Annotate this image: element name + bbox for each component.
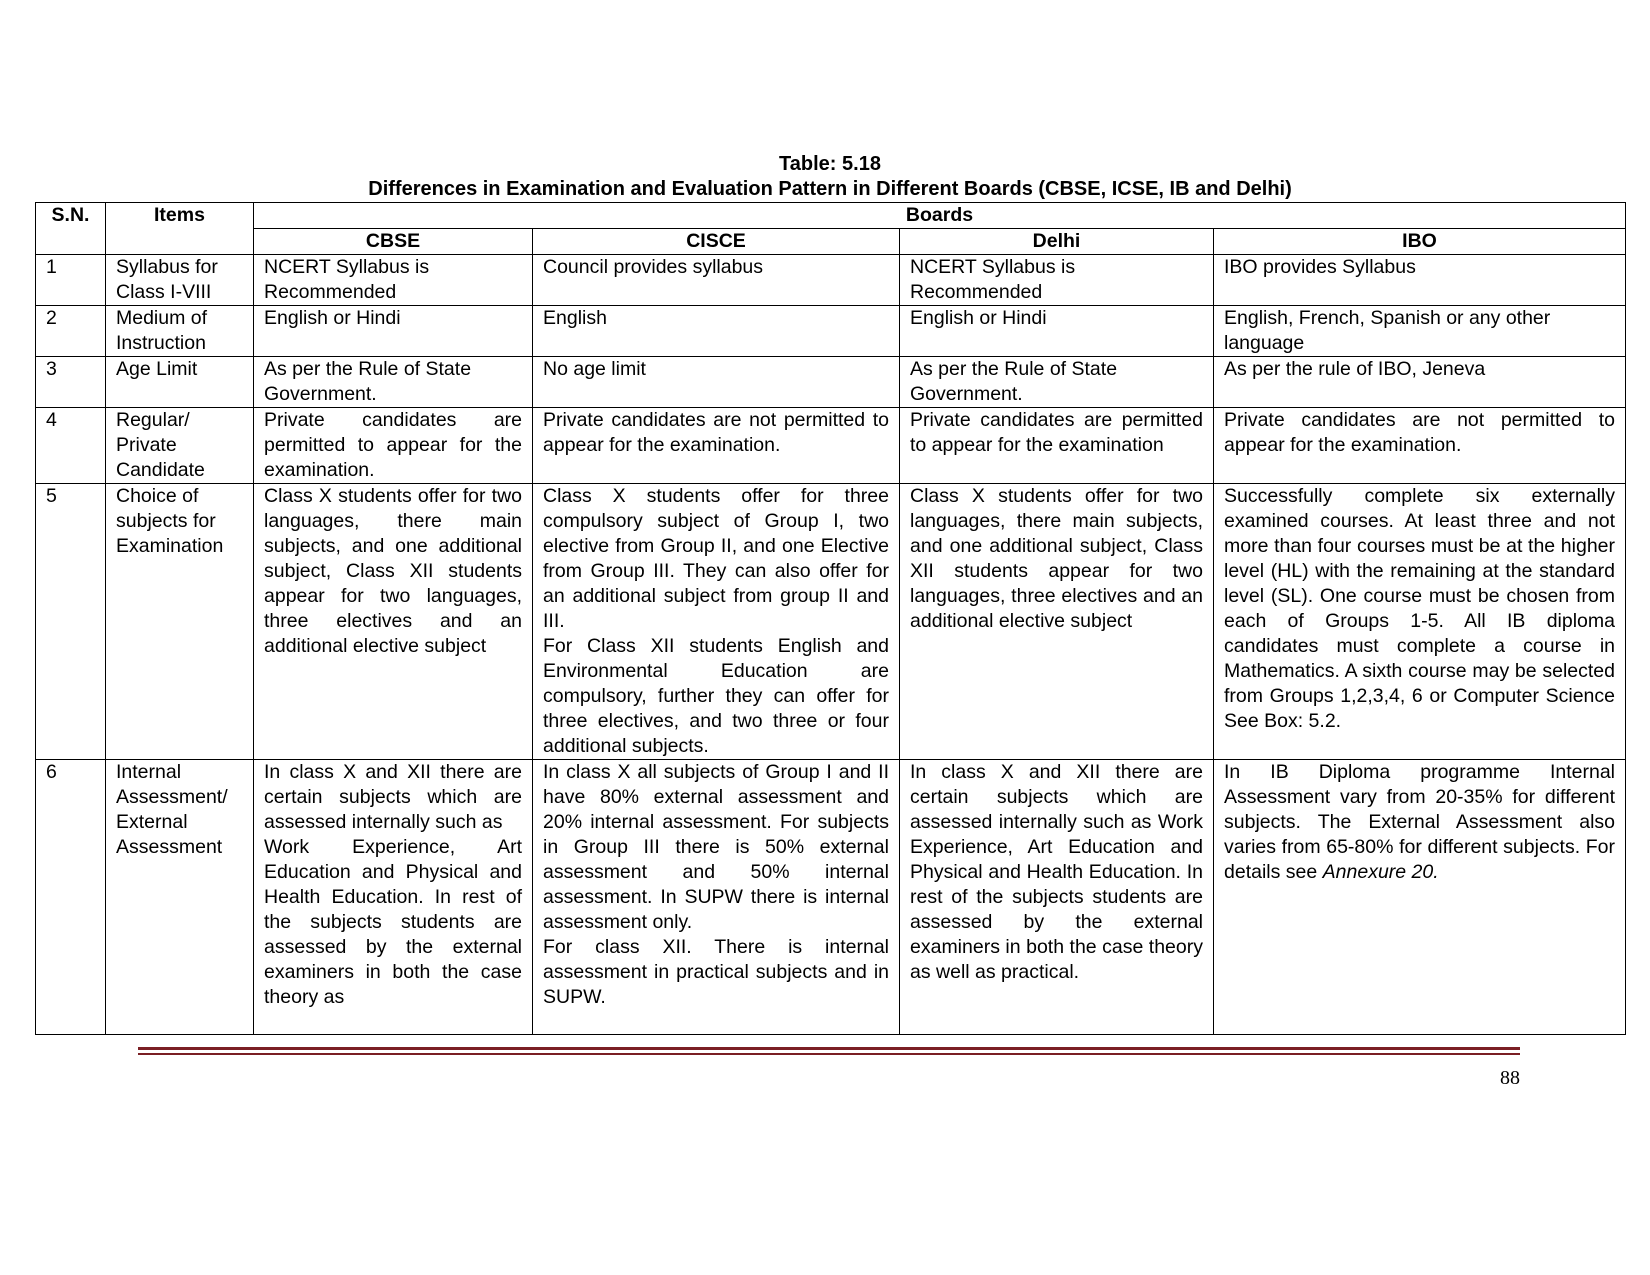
- cell-cbse: Class X students offer for two languages, there main subjects, and one additional subject, Class XII students appear for two languages, three electives and an additional elective subject: [254, 484, 533, 760]
- delhi-assessment-text: In class X and XII there are certain subjects which are assessed internally such as: [910, 761, 1203, 833]
- header-row-boards: [36, 229, 1626, 255]
- cell-delhi: English or Hindi: [900, 306, 1214, 357]
- cell-item: Internal Assessment/ External Assessment: [106, 760, 254, 1035]
- cell-delhi: [900, 760, 1214, 1035]
- cell-cbse: As per the Rule of State Government.: [254, 357, 533, 408]
- page-number: 88: [1500, 1067, 1520, 1089]
- annexure-reference: Annexure 20.: [1322, 861, 1439, 883]
- footer-rule-top: [138, 1047, 1520, 1050]
- table-row: [36, 357, 1626, 408]
- cell-ibo: As per the rule of IBO, Jeneva: [1214, 357, 1626, 408]
- cell-item: Medium of Instruction: [106, 306, 254, 357]
- cell-sn: 1: [36, 255, 106, 306]
- header-cisce: CISCE: [533, 229, 900, 255]
- cisce-class-xii-text: For class XII. There is internal assessment in practical subjects and in SUPW.: [543, 936, 889, 1008]
- table-row: [36, 255, 1626, 306]
- cisce-class-x-text: In class X all subjects of Group I and II have 80% external assessment and 20% internal assessment. For subjects in Group III there is 50% external assessment and 50% internal assessment. In SUPW there is internal assessment only.: [543, 761, 889, 933]
- delhi-assessment-text-continued: Work Experience, Art Education and Physical and Health Education. In rest of the subjects students are assessed by the external examiners in both the case theory as well as practical.: [910, 811, 1203, 983]
- cell-sn: 6: [36, 760, 106, 1035]
- table-row: [36, 306, 1626, 357]
- header-delhi: Delhi: [900, 229, 1214, 255]
- table-number: Table: 5.18: [779, 153, 881, 175]
- cell-sn: 4: [36, 408, 106, 484]
- header-items: Items: [106, 203, 254, 255]
- header-ibo: IBO: [1214, 229, 1626, 255]
- cisce-class-xii-text: For Class XII students English and Environmental Education are compulsory, further they can offer for three electives, and two three or four additional subjects.: [543, 635, 889, 757]
- cell-ibo: IBO provides Syllabus: [1214, 255, 1626, 306]
- cell-item: Syllabus for Class I-VIII: [106, 255, 254, 306]
- cell-ibo: Successfully complete six externally examined courses. At least three and not more than four courses must be at the higher level (HL) with the remaining at the standard level (SL). One course must be chosen from each of Groups 1-5. All IB diploma candidates must complete a course in Mathematics. A sixth course may be selected from Groups 1,2,3,4, 6 or Computer Science See Box: 5.2.: [1214, 484, 1626, 760]
- cell-ibo: [1214, 760, 1626, 1035]
- header-sn: S.N.: [36, 203, 106, 255]
- cell-cisce: [533, 484, 900, 760]
- cell-cbse: Private candidates are permitted to appear for the examination.: [254, 408, 533, 484]
- table-title: Differences in Examination and Evaluation Pattern in Different Boards (CBSE, ICSE, IB and Delhi): [368, 178, 1292, 200]
- cell-ibo: English, French, Spanish or any other language: [1214, 306, 1626, 357]
- cell-cisce: [533, 760, 900, 1035]
- comparison-table: [35, 202, 1626, 1035]
- cell-ibo: Private candidates are not permitted to appear for the examination.: [1214, 408, 1626, 484]
- cbse-assessment-text-continued: Work Experience, Art Education and Physical and Health Education. In rest of the subjects students are assessed by the external examiners in both the case theory as: [264, 836, 522, 1008]
- footer-rule-bottom: [138, 1053, 1520, 1055]
- cell-item: Regular/ Private Candidate: [106, 408, 254, 484]
- header-row-top: [36, 203, 1626, 229]
- header-boards: Boards: [254, 203, 1626, 229]
- cell-delhi: Private candidates are permitted to appear for the examination: [900, 408, 1214, 484]
- cell-item: Choice of subjects for Examination: [106, 484, 254, 760]
- cell-delhi: As per the Rule of State Government.: [900, 357, 1214, 408]
- cbse-assessment-text: In class X and XII there are certain subjects which are assessed internally such as: [264, 761, 522, 833]
- cell-sn: 5: [36, 484, 106, 760]
- cell-cbse: [254, 760, 533, 1035]
- cell-sn: 3: [36, 357, 106, 408]
- cell-item: Age Limit: [106, 357, 254, 408]
- table-row: [36, 408, 1626, 484]
- cell-cisce: English: [533, 306, 900, 357]
- cell-cbse: English or Hindi: [254, 306, 533, 357]
- ibo-assessment-text: In IB Diploma programme Internal Assessment vary from 20-35% for different subjects. The External Assessment also varies from 65-80% for different subjects. For details see: [1224, 761, 1615, 883]
- cell-cisce: Council provides syllabus: [533, 255, 900, 306]
- cell-cisce: No age limit: [533, 357, 900, 408]
- cell-sn: 2: [36, 306, 106, 357]
- cell-cisce: Private candidates are not permitted to appear for the examination.: [533, 408, 900, 484]
- table-row: [36, 484, 1626, 760]
- cell-cbse: NCERT Syllabus is Recommended: [254, 255, 533, 306]
- cell-delhi: Class X students offer for two languages, there main subjects, and one additional subject, Class XII students appear for two languages, three electives and an additional elective subject: [900, 484, 1214, 760]
- table-row: [36, 760, 1626, 1035]
- header-cbse: CBSE: [254, 229, 533, 255]
- cell-delhi: NCERT Syllabus is Recommended: [900, 255, 1214, 306]
- cisce-class-x-text: Class X students offer for three compulsory subject of Group I, two elective from Group II, and one Elective from Group III. They can also offer for an additional subject from group II and III.: [543, 485, 889, 632]
